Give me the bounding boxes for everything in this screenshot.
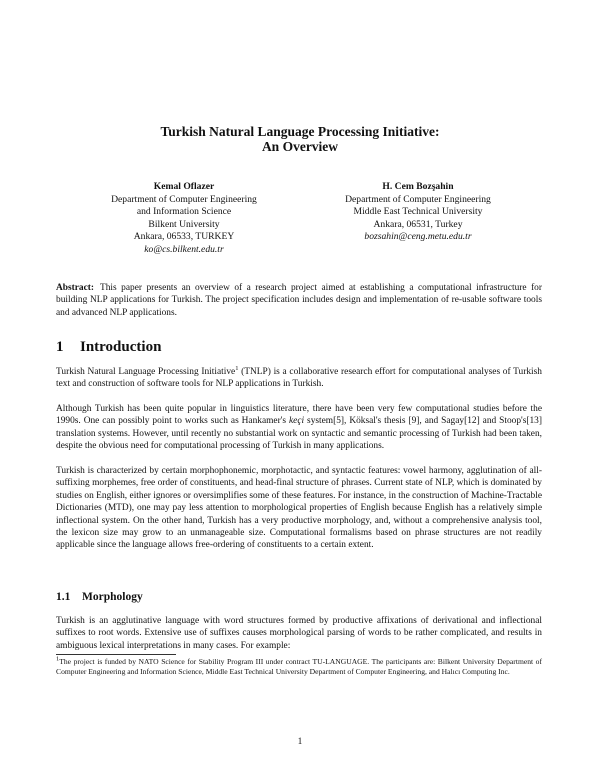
paragraph-2 (56, 403, 542, 453)
paragraph-text: Although Turkish has been quite popular in linguistics literature, there have been very few computational studies before the 1990s. One can possibly point to works such as Hankamer's (56, 404, 542, 427)
system-name-italic: keçi (289, 416, 305, 427)
section-number: 1 (56, 339, 64, 355)
paragraph-4: Turkish is an agglutinative language with word structures formed by productive affixations of derivational and inflectional suffixes to root words. Extensive use of suffixes causes morphological parsing of words to be rather complicated, and results in ambiguous lexical interpretations in many cases. For example: (56, 616, 542, 651)
section-heading-introduction (56, 338, 161, 356)
paragraph-1 (56, 366, 542, 391)
author-email: ko@cs.bilkent.edu.tr (144, 243, 224, 255)
author-affiliation: Ankara, 06531, Turkey (373, 218, 463, 230)
author-name: H. Cem Bozşahin (382, 181, 454, 192)
paragraph-text: (TNLP) is a collaborative research effort for computational analyses of Turkish text and construction of software tools for NLP applications in Turkish. (56, 367, 542, 390)
footnote-mark: 1 (56, 655, 60, 663)
paragraph-text: system[5], Köksal's thesis [9], and Sagay[12] and Stoop's[13] translation systems. However, until recently no substantial work on syntactic and semantic processing of Turkish had been taken, despite the obvious need for computational processing of Turkish in many applications. (56, 416, 542, 452)
paragraph-text: Turkish Natural Language Processing Initiative (56, 367, 236, 377)
footnote (56, 657, 542, 677)
author-email: bozsahin@ceng.metu.edu.tr (364, 231, 472, 243)
author-affiliation: and Information Science (136, 206, 232, 218)
section-title: Introduction (80, 339, 162, 355)
page-number: 1 (297, 737, 303, 747)
subsection-heading-morphology (56, 590, 143, 604)
abstract (56, 282, 542, 319)
paragraph-3: Turkish is characterized by certain morphophonemic, morphotactic, and syntactic features: vowel harmony, agglutination of all-suffixing morphemes, free order of constituents, and head-final structure of phrases. Current state of NLP, which is dominated by studies on English, either ignores or oversimplifies some of these features. For instance, in the construction of Machine-Tractable Dictionaries (MTD), one may pay less attention to morphological properties of English because English has a relatively simple inflectional system. On the other hand, Turkish has a very productive morphology, and, without a comprehensive analysis tool, the lexicon size may grow to an unmanageable size. Computational formalisms based on phrase structures are not readily applicable since the language allows free-ordering of constituents to a certain extent. (56, 466, 542, 551)
footnote-rule (56, 654, 176, 655)
title-line-1: Turkish Natural Language Processing Initiative: (160, 124, 440, 139)
author-affiliation: Bilkent University (148, 218, 220, 230)
author-block-1 (64, 181, 304, 257)
author-affiliation: Middle East Technical University (353, 206, 483, 218)
paper-title (0, 124, 600, 154)
footnote-marker: 1 (235, 364, 239, 372)
footnote-text: The project is funded by NATO Science for Stability Program III under contract TU-LANGUAGE. The participants are: Bilkent University Department of Computer Engineering and Information Science, Middle East Technical University Department of Computer Engineering, and Halıcı Computing Inc. (56, 657, 542, 676)
author-block-2 (298, 181, 538, 244)
subsection-number: 1.1 (56, 591, 71, 603)
title-line-2: An Overview (261, 139, 339, 154)
author-affiliation: Ankara, 06533, TURKEY (133, 231, 235, 243)
abstract-label: Abstract: (56, 283, 95, 293)
author-affiliation: Department of Computer Engineering (345, 193, 491, 205)
author-affiliation: Department of Computer Engineering (111, 193, 257, 205)
abstract-text: This paper presents an overview of a research project aimed at establishing a computational infrastructure for building NLP applications for Turkish. The project specification includes design and implementation of re-usable software tools and advanced NLP applications. (56, 283, 542, 318)
author-name: Kemal Oflazer (153, 181, 215, 192)
subsection-title: Morphology (82, 591, 143, 603)
